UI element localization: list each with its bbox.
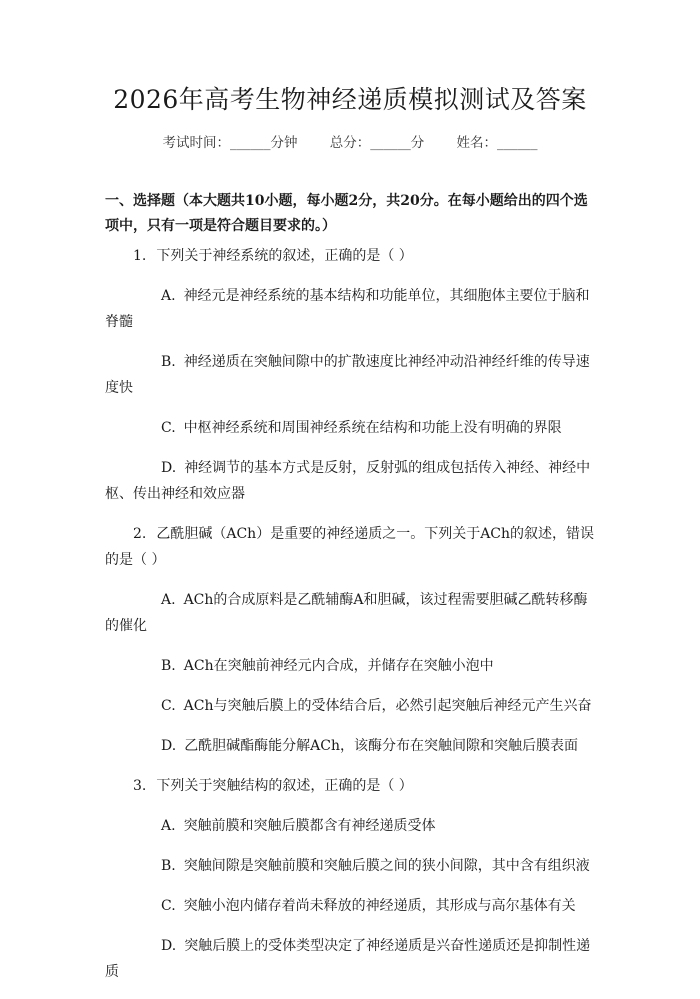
option-text: 神经调节的基本方式是反射，反射弧的组成包括传入神经、神经中枢、传出神经和效应器	[105, 460, 591, 502]
exam-meta	[0, 131, 700, 151]
option-letter: C.	[161, 898, 176, 914]
option-text: 突触小泡内储存着尚未释放的神经递质，其形成与高尔基体有关	[183, 898, 576, 914]
option-text: ACh与突触后膜上的受体结合后，必然引起突触后神经元产生兴奋	[183, 698, 592, 714]
option-letter: D.	[161, 460, 177, 476]
option-item	[105, 587, 595, 639]
option-item	[105, 693, 595, 719]
option-letter: B.	[161, 658, 176, 674]
option-item	[105, 415, 595, 441]
option-item	[105, 283, 595, 335]
option-letter: D.	[161, 738, 177, 754]
question-number: 1.	[133, 248, 147, 264]
question-stem	[105, 243, 595, 269]
option-item	[105, 813, 595, 839]
section-heading: 一、选择题（本大题共10小题，每小题2分，共20分。在每小题给出的四个选项中，只有一项是符合题目要求的。）	[105, 193, 588, 234]
option-text: 神经元是神经系统的基本结构和功能单位，其细胞体主要位于脑和脊髓	[105, 288, 590, 330]
option-text: 神经递质在突触间隙中的扩散速度比神经冲动沿神经纤维的传导速度快	[105, 354, 590, 396]
page-title: 2026年高考生物神经递质模拟测试及答案	[113, 85, 587, 114]
option-item	[105, 853, 595, 879]
option-text: 突触后膜上的受体类型决定了神经递质是兴奋性递质还是抑制性递质	[105, 938, 591, 980]
option-text: 突触间隙是突触前膜和突触后膜之间的狭小间隙，其中含有组织液	[183, 858, 590, 874]
question-number: 2.	[133, 526, 147, 542]
option-item	[105, 893, 595, 919]
option-letter: B.	[161, 858, 176, 874]
option-text: ACh在突触前神经元内合成，并储存在突触小泡中	[183, 658, 494, 674]
exam-time-field: 考试时间：______分钟	[162, 135, 298, 151]
option-item	[105, 455, 595, 507]
option-text: 乙酰胆碱酯酶能分解ACh，该酶分布在突触间隙和突触后膜表面	[184, 738, 579, 754]
option-text: 中枢神经系统和周围神经系统在结构和功能上没有明确的界限	[183, 420, 562, 436]
option-text: ACh的合成原料是乙酰辅酶A和胆碱，该过程需要胆碱乙酰转移酶的催化	[105, 592, 588, 634]
option-letter: A.	[161, 592, 176, 608]
option-letter: C.	[161, 420, 176, 436]
question-text: 乙酰胆碱（ACh）是重要的神经递质之一。下列关于ACh的叙述，错误的是（ ）	[105, 526, 595, 568]
option-letter: C.	[161, 698, 176, 714]
option-item	[105, 933, 595, 985]
option-item	[105, 349, 595, 401]
question-stem	[105, 521, 595, 573]
question-text: 下列关于突触结构的叙述，正确的是（ ）	[156, 778, 413, 794]
question-list	[105, 243, 595, 999]
option-item	[105, 733, 595, 759]
question-number: 3.	[133, 778, 147, 794]
option-letter: A.	[161, 818, 176, 834]
total-score-field: 总分：______分	[329, 135, 425, 151]
option-letter: D.	[161, 938, 177, 954]
question-text: 下列关于神经系统的叙述，正确的是（ ）	[156, 248, 413, 264]
option-item	[105, 653, 595, 679]
option-text: 突触前膜和突触后膜都含有神经递质受体	[183, 818, 436, 834]
option-letter: A.	[161, 288, 176, 304]
option-letter: B.	[161, 354, 176, 370]
question-stem	[105, 773, 595, 799]
student-name-field: 姓名：______	[456, 135, 538, 151]
